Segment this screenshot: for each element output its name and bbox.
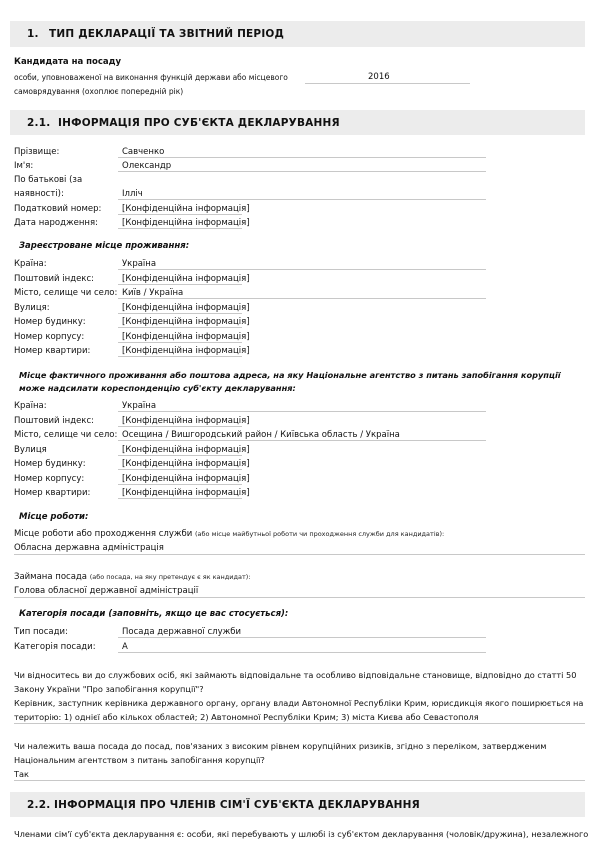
section-2-2-number: 2.2. <box>27 799 51 811</box>
reg-apt-underline <box>118 356 242 357</box>
patronymic-value: Ілліч <box>122 189 143 199</box>
act-street-label: Вулиця <box>14 445 47 455</box>
year-underline <box>305 83 470 84</box>
act-country-value: Україна <box>122 401 157 411</box>
act-zip-underline <box>118 426 242 427</box>
reg-zip-value: [Конфіденційна інформація] <box>122 274 250 284</box>
q1-answer-1: Керівник, заступник керівника державного органу, органу влади Автономної Республіки Крим, юрисдикція якого поширюється на <box>14 698 584 708</box>
dob-label: Дата народження: <box>14 218 98 228</box>
reg-city-label: Місто, селище чи село: <box>14 288 118 298</box>
act-block-label: Номер корпусу: <box>14 474 85 484</box>
tax-value: [Конфіденційна інформація] <box>122 204 250 214</box>
act-block-value: [Конфіденційна інформація] <box>122 474 250 484</box>
reg-apt-label: Номер квартири: <box>14 346 91 356</box>
reg-country-underline <box>118 269 486 270</box>
dob-value: [Конфіденційна інформація] <box>122 218 250 228</box>
act-apt-underline <box>118 498 242 499</box>
section-2-2-title: ІНФОРМАЦІЯ ПРО ЧЛЕНІВ СІМ'Ї СУБ'ЄКТА ДЕКЛАРУВАННЯ <box>54 799 420 811</box>
category-type-underline <box>118 637 486 638</box>
reg-block-label: Номер корпусу: <box>14 332 85 342</box>
surname-label: Прізвище: <box>14 147 60 157</box>
reg-street-label: Вулиця: <box>14 303 50 313</box>
act-zip-value: [Конфіденційна інформація] <box>122 416 250 426</box>
reg-apt-value: [Конфіденційна інформація] <box>122 346 250 356</box>
q2-underline <box>14 780 585 781</box>
work-place-label-text: Місце роботи або проходження служби <box>14 529 193 539</box>
act-apt-value: [Конфіденційна інформація] <box>122 488 250 498</box>
act-house-value: [Конфіденційна інформація] <box>122 459 250 469</box>
reg-street-value: [Конфіденційна інформація] <box>122 303 250 313</box>
act-city-label: Місто, селище чи село: <box>14 430 118 440</box>
tax-label: Податковий номер: <box>14 204 102 214</box>
act-street-value: [Конфіденційна інформація] <box>122 445 250 455</box>
candidate-heading: Кандидата на посаду <box>14 57 122 67</box>
q2-line-1: Чи належить ваша посада до посад, пов'язаних з високим рівнем корупційних ризиків, згідно з переліком, затвердженим <box>14 741 547 751</box>
act-street-underline <box>118 455 242 456</box>
act-zip-label: Поштовий індекс: <box>14 416 94 426</box>
section-2-1-number: 2.1. <box>27 117 51 129</box>
patronymic-underline <box>118 199 486 200</box>
reg-city-underline <box>118 298 486 299</box>
section-1-title: ТИП ДЕКЛАРАЦІЇ ТА ЗВІТНИЙ ПЕРІОД <box>49 28 285 40</box>
family-text: Членами сім'ї суб'єкта декларування є: особи, які перебувають у шлюбі із суб'єктом декларування (чоловік/дружина), незалежного <box>14 829 589 839</box>
reg-street-underline <box>118 313 242 314</box>
name-value: Олександр <box>122 161 172 171</box>
position-label <box>14 572 251 582</box>
section-2-1-title: ІНФОРМАЦІЯ ПРО СУБ'ЄКТА ДЕКЛАРУВАННЯ <box>58 117 340 129</box>
candidate-line1: особи, уповноваженої на виконання функцій держави або місцевого <box>14 73 288 82</box>
reg-country-label: Країна: <box>14 259 47 269</box>
reg-house-underline <box>118 327 242 328</box>
reg-house-value: [Конфіденційна інформація] <box>122 317 250 327</box>
reg-country-value: Україна <box>122 259 157 269</box>
work-heading: Місце роботи: <box>19 512 89 522</box>
patronymic-label-1: По батькові (за <box>14 175 83 185</box>
q1-underline <box>14 723 585 724</box>
tax-underline <box>118 214 242 215</box>
reg-block-underline <box>118 342 242 343</box>
dob-underline <box>118 228 242 229</box>
act-city-underline <box>118 440 486 441</box>
section-1-number: 1. <box>27 28 39 40</box>
position-underline <box>14 597 585 598</box>
q2-answer: Так <box>14 769 29 779</box>
name-label: Ім'я: <box>14 161 34 171</box>
position-value: Голова обласної державної адміністрації <box>14 586 199 596</box>
category-value: А <box>122 642 128 652</box>
name-underline <box>118 171 486 172</box>
work-place-note: (або місце майбутньої роботи чи проходження служби для кандидатів): <box>195 530 445 538</box>
q1-line-2: Закону України "Про запобігання корупції"? <box>14 684 204 694</box>
act-country-label: Країна: <box>14 401 47 411</box>
work-place-value: Обласна державна адміністрація <box>14 543 164 553</box>
act-house-underline <box>118 469 242 470</box>
act-country-underline <box>118 411 486 412</box>
reg-zip-underline <box>118 284 242 285</box>
reg-zip-label: Поштовий індекс: <box>14 274 94 284</box>
actual-heading-2: може надсилати кореспонденцію суб'єкту декларування: <box>19 383 296 393</box>
category-type-label: Тип посади: <box>14 627 68 637</box>
reg-city-value: Київ / Україна <box>122 288 184 298</box>
act-city-value: Осещина / Вишгородський район / Київська область / Україна <box>122 430 400 440</box>
work-place-label <box>14 529 444 539</box>
reporting-year: 2016 <box>368 72 390 82</box>
act-apt-label: Номер квартири: <box>14 488 91 498</box>
act-block-underline <box>118 484 242 485</box>
surname-underline <box>118 157 486 158</box>
candidate-line2: самоврядування (охоплює попередній рік) <box>14 87 184 96</box>
reg-block-value: [Конфіденційна інформація] <box>122 332 250 342</box>
category-label: Категорія посади: <box>14 642 96 652</box>
category-type-value: Посада державної служби <box>122 627 242 637</box>
registered-heading: Зареєстроване місце проживання: <box>19 241 190 251</box>
q2-line-2: Національним агентством з питань запобігання корупції? <box>14 755 265 765</box>
q1-answer-2: територію: 1) однієї або кількох областей; 2) Автономної Республіки Крим; 3) міста Києва або Севастополя <box>14 712 479 722</box>
reg-house-label: Номер будинку: <box>14 317 86 327</box>
position-note: (або посада, на яку претендує є як кандидат): <box>89 573 251 581</box>
category-underline <box>118 652 486 653</box>
work-place-underline <box>14 554 585 555</box>
category-heading: Категорія посади (заповніть, якщо це вас стосується): <box>19 609 289 619</box>
position-label-text: Займана посада <box>14 572 87 582</box>
actual-heading-1: Місце фактичного проживання або поштова адреса, на яку Національне агентство з питань запобігання корупції <box>19 370 561 380</box>
surname-value: Савченко <box>122 147 165 157</box>
patronymic-label-2: наявності): <box>14 189 64 199</box>
q1-line-1: Чи відноситесь ви до службових осіб, які займають відповідальне та особливо відповідальне становище, відповідно до статті 50 <box>14 670 577 680</box>
act-house-label: Номер будинку: <box>14 459 86 469</box>
